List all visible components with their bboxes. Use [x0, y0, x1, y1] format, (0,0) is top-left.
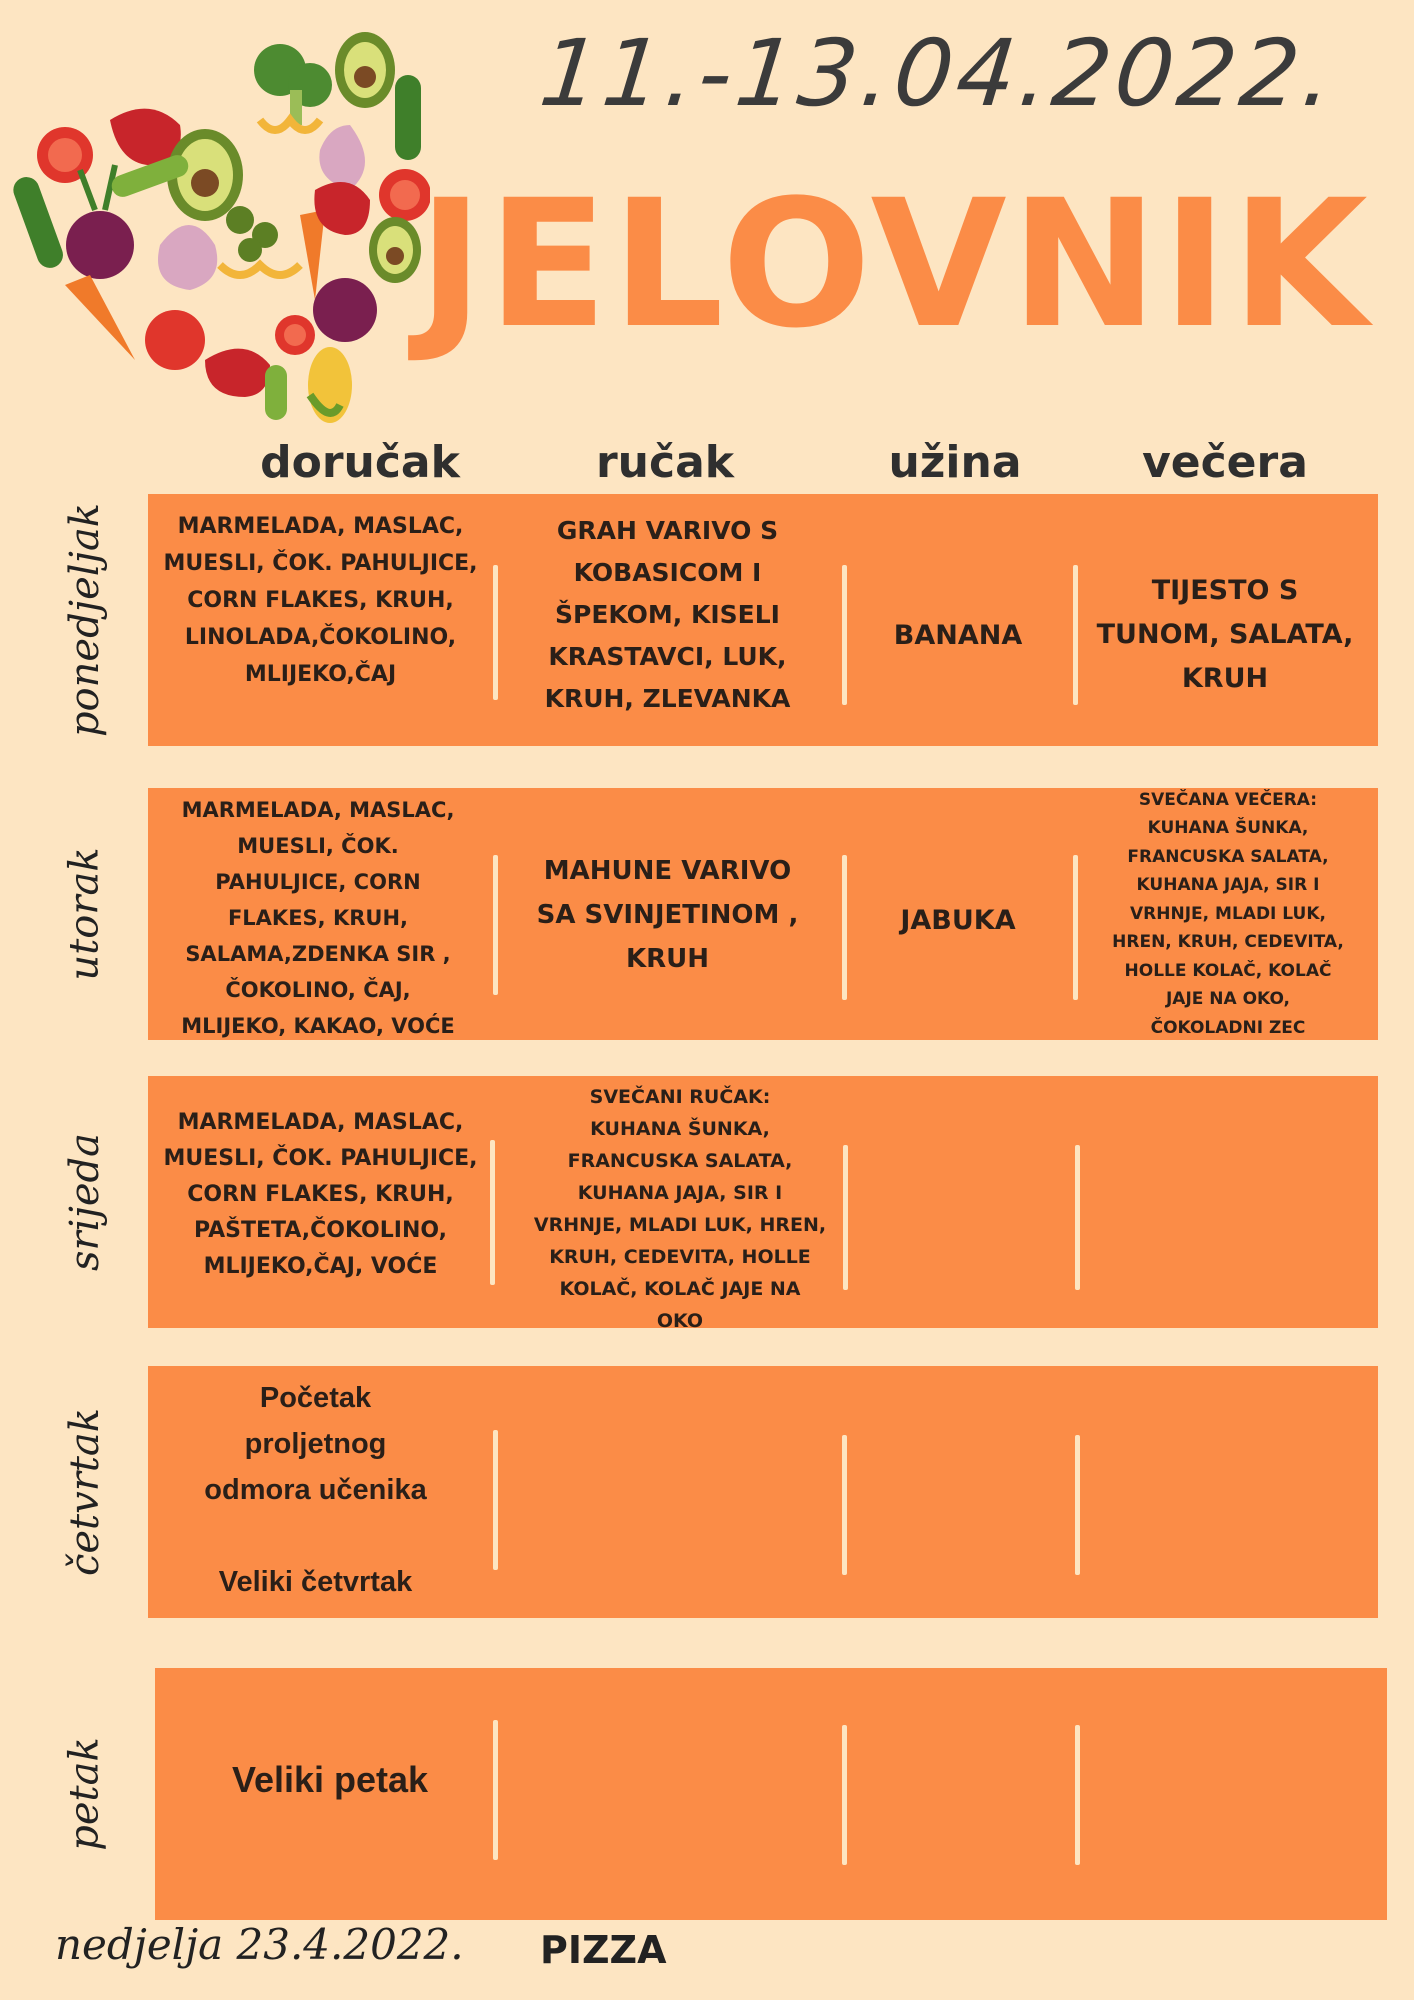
column-divider	[1073, 855, 1078, 1000]
column-header-snack: užina	[888, 437, 1022, 488]
column-divider	[490, 1140, 495, 1285]
column-header-lunch: ručak	[595, 437, 735, 488]
column-divider	[843, 1145, 848, 1290]
breakfast-cell-thursday: Početak proljetnog odmora učenika Veliki četvrtak	[204, 1382, 427, 1598]
column-divider	[1075, 1435, 1080, 1575]
footer-date: nedjelja 23.4.2022.	[55, 1920, 464, 1969]
column-divider	[493, 565, 498, 700]
day-label-friday: petak	[62, 1737, 108, 1851]
column-header-breakfast: doručak	[260, 437, 460, 488]
footer-note: PIZZA	[540, 1928, 667, 1972]
column-divider	[842, 855, 847, 1000]
day-label-thursday: četvrtak	[62, 1407, 108, 1577]
column-divider	[1073, 565, 1078, 705]
page-title: JELOVNIK	[418, 162, 1372, 367]
column-divider	[493, 1430, 498, 1570]
breakfast-cell-wednesday: MARMELADA, MASLAC, MUESLI, ČOK. PAHULJICE, CORN FLAKES, KRUH, PAŠTETA,ČOKOLINO, MLIJEKO,ČAJ, VOĆE	[163, 1110, 478, 1279]
column-divider	[493, 1720, 498, 1860]
column-divider	[842, 1435, 847, 1575]
column-header-dinner: večera	[1142, 437, 1308, 488]
day-label-monday: ponedjeljak	[62, 502, 108, 738]
column-divider	[1075, 1725, 1080, 1865]
column-divider	[1075, 1145, 1080, 1290]
snack-cell-monday: BANANA	[893, 619, 1023, 651]
lunch-cell-monday: GRAH VARIVO S KOBASICOM I ŠPEKOM, KISELI KRASTAVCI, LUK, KRUH, ZLEVANKA	[544, 516, 791, 713]
dinner-cell-monday: TIJESTO S TUNOM, SALATA, KRUH	[1096, 575, 1354, 694]
dinner-cell-tuesday: SVEČANA VEČERA: KUHANA ŠUNKA, FRANCUSKA SALATA, KUHANA JAJA, SIR I VRHNJE, MLADI LUK, HREN, KRUH, CEDEVITA, HOLLE KOLAČ, KOLAČ JAJE NA OKO, ČOKOLADNI ZEC	[1112, 789, 1344, 1038]
date-range-title: 11.-13.04.2022.	[535, 20, 1342, 127]
snack-cell-tuesday: JABUKA	[900, 904, 1016, 936]
lunch-cell-tuesday: MAHUNE VARIVO SA SVINJETINOM , KRUH	[536, 856, 799, 974]
day-label-tuesday: utorak	[62, 847, 108, 981]
vegetable-heart-illustration	[10, 15, 430, 425]
breakfast-cell-monday: MARMELADA, MASLAC, MUESLI, ČOK. PAHULJICE, CORN FLAKES, KRUH, LINOLADA,ČOKOLINO, MLIJEKO,ČAJ	[163, 513, 478, 687]
column-divider	[842, 1725, 847, 1865]
lunch-cell-wednesday: SVEČANI RUČAK: KUHANA ŠUNKA, FRANCUSKA SALATA, KUHANA JAJA, SIR I VRHNJE, MLADI LUK, HREN, KRUH, CEDEVITA, HOLLE KOLAČ, KOLAČ JAJE NA OKO	[533, 1086, 827, 1332]
column-divider	[842, 565, 847, 705]
breakfast-cell-friday: Veliki petak	[231, 1759, 429, 1800]
breakfast-cell-tuesday: MARMELADA, MASLAC, MUESLI, ČOK. PAHULJICE, CORN FLAKES, KRUH, SALAMA,ZDENKA SIR , ČOKOLINO, ČAJ, MLIJEKO, KAKAO, VOĆE	[181, 798, 455, 1038]
day-label-wednesday: srijeda	[62, 1133, 108, 1271]
column-divider	[493, 855, 498, 995]
